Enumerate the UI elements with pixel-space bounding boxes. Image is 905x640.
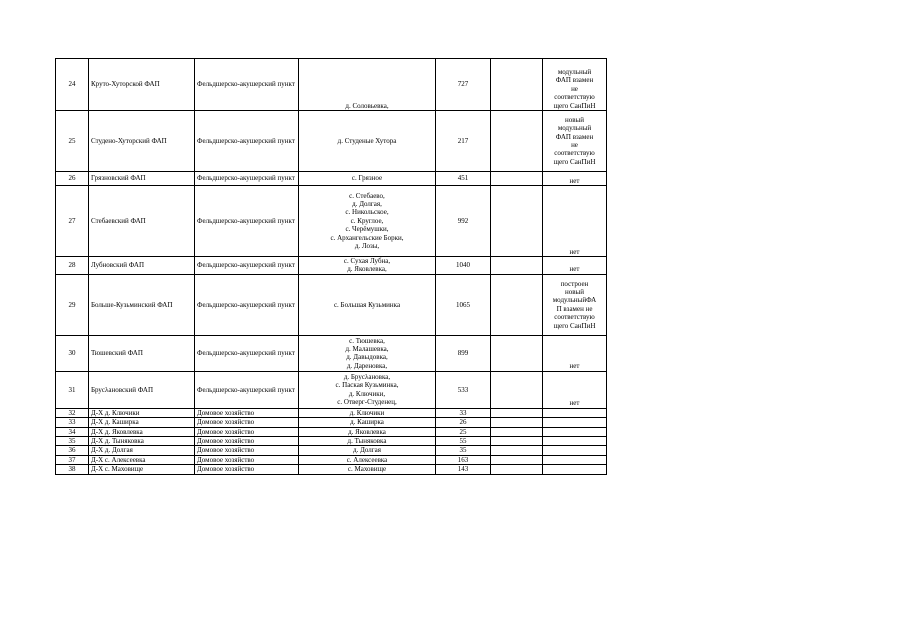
settlements-cell [299, 59, 436, 111]
table-row [56, 465, 607, 474]
extra-cell [491, 427, 543, 436]
extra-cell [491, 465, 543, 474]
note-line: нет [569, 247, 580, 256]
settlement-line: д. Ключики [349, 408, 385, 417]
settlement-line: с. Паская Кузьминка, [335, 381, 399, 390]
extra-cell [491, 437, 543, 446]
note-line: ФАП взамен [555, 76, 594, 85]
row-number-cell: 30 [56, 335, 89, 371]
facility-name-cell: Д-Х д. Яковлевка [89, 427, 195, 436]
note-line: нет [569, 399, 580, 408]
settlements-cell [299, 335, 436, 371]
note-cell [543, 59, 607, 111]
table-body [56, 59, 607, 475]
settlements-cell [299, 427, 436, 436]
settlement-line: с. Никольское, [345, 208, 389, 217]
table-row [56, 371, 607, 408]
facility-name-cell: Д-Х с. Алексеевка [89, 455, 195, 464]
note-line: модульный [557, 67, 592, 76]
row-number-cell: 24 [56, 59, 89, 111]
extra-cell [491, 186, 543, 257]
table-row [56, 274, 607, 335]
facility-name-cell: Круто-Хуторской ФАП [89, 59, 195, 111]
settlement-line: д. Долгая [353, 446, 381, 455]
facility-type-cell: Домовое хозяйство [195, 437, 299, 446]
settlement-line: с. Сухая Лубна, [343, 257, 391, 265]
settlement-line: д. Дареновка, [346, 361, 388, 370]
extra-cell [491, 408, 543, 417]
population-cell: 451 [436, 172, 491, 186]
population-cell: 1065 [436, 274, 491, 335]
row-number-cell: 32 [56, 408, 89, 417]
note-line: модульный [557, 124, 592, 133]
row-number-cell: 35 [56, 437, 89, 446]
facility-name-cell: Тюшевский ФАП [89, 335, 195, 371]
settlements-cell [299, 274, 436, 335]
row-number-cell: 26 [56, 172, 89, 186]
settlement-line: д. Ключики, [348, 389, 386, 398]
note-cell [543, 455, 607, 464]
row-number-cell: 29 [56, 274, 89, 335]
note-cell [543, 446, 607, 455]
settlement-line: с. Стебаево, [349, 191, 385, 200]
facility-name-cell: Д-Х д. Ключики [89, 408, 195, 417]
note-line: не [571, 141, 578, 149]
settlement-line: с. Отверг-Студенец, [337, 398, 397, 407]
row-number-cell: 37 [56, 455, 89, 464]
population-cell: 35 [436, 446, 491, 455]
population-cell: 899 [436, 335, 491, 371]
settlement-line: с. Алексеевка [346, 455, 388, 464]
note-line: построен [560, 279, 589, 288]
settlements-cell [299, 408, 436, 417]
population-cell: 26 [436, 418, 491, 427]
table-row [56, 257, 607, 275]
table-row [56, 186, 607, 257]
settlements-cell [299, 186, 436, 257]
note-line: нет [569, 176, 580, 185]
facility-name-cell: Студено-Хуторский ФАП [89, 111, 195, 172]
population-cell: 33 [436, 408, 491, 417]
settlement-line: с. Грязное [351, 174, 383, 183]
note-cell [543, 427, 607, 436]
population-cell: 533 [436, 371, 491, 408]
population-cell: 217 [436, 111, 491, 172]
table-row [56, 455, 607, 464]
row-number-cell: 33 [56, 418, 89, 427]
settlement-line: д. Давыдовка, [346, 353, 388, 362]
population-cell: 1040 [436, 257, 491, 275]
note-cell [543, 371, 607, 408]
facility-name-cell: Стебаевский ФАП [89, 186, 195, 257]
settlement-line: д. Тыняковка [347, 437, 387, 446]
population-cell: 163 [436, 455, 491, 464]
settlement-line: с. Круглое, [350, 216, 384, 225]
population-cell: 992 [436, 186, 491, 257]
facility-type-cell: Домовое хозяйство [195, 408, 299, 417]
settlement-line: с. Архангельские Борки, [330, 233, 404, 242]
settlements-cell [299, 437, 436, 446]
extra-cell [491, 335, 543, 371]
row-number-cell: 25 [56, 111, 89, 172]
facility-name-cell: Д-Х д. Долгая [89, 446, 195, 455]
table-row [56, 111, 607, 172]
population-cell: 143 [436, 465, 491, 474]
note-line: щего СанПиН [553, 157, 596, 166]
row-number-cell: 28 [56, 257, 89, 275]
note-cell [543, 437, 607, 446]
facility-type-cell: Фельдшерско-акушерский пункт [195, 274, 299, 335]
table-row [56, 59, 607, 111]
table-row [56, 335, 607, 371]
note-line: соответствую [554, 149, 595, 158]
note-cell [543, 274, 607, 335]
note-line: щего СанПиН [553, 101, 596, 110]
facility-type-cell: Фельдшерско-акушерский пункт [195, 186, 299, 257]
extra-cell [491, 418, 543, 427]
settlement-line: д. Студеные Хутора [337, 136, 397, 145]
settlement-line: с. Большая Кузьминка [333, 300, 401, 309]
population-cell: 727 [436, 59, 491, 111]
facility-name-cell: Больше-Кузьминский ФАП [89, 274, 195, 335]
note-line: соответствую [554, 313, 595, 322]
note-cell [543, 257, 607, 275]
settlement-line: д. Соловьевка, [345, 101, 389, 110]
settlement-line: д. Яковлевка, [347, 265, 387, 274]
note-line: ФАП взамен [555, 132, 594, 141]
extra-cell [491, 446, 543, 455]
note-line: соответствую [554, 93, 595, 102]
facility-type-cell: Фельдшерско-акушерский пункт [195, 257, 299, 275]
note-cell [543, 335, 607, 371]
facility-type-cell: Домовое хозяйство [195, 427, 299, 436]
row-number-cell: 36 [56, 446, 89, 455]
facility-type-cell: Фельдшерско-акушерский пункт [195, 59, 299, 111]
settlement-line: д. Яковлевка [348, 427, 386, 436]
note-line: не [571, 84, 578, 93]
table-row [56, 437, 607, 446]
facility-type-cell: Фельдшерско-акушерский пункт [195, 371, 299, 408]
extra-cell [491, 371, 543, 408]
facility-type-cell: Фельдшерско-акушерский пункт [195, 172, 299, 186]
facility-type-cell: Фельдшерско-акушерский пункт [195, 335, 299, 371]
note-cell [543, 408, 607, 417]
table-row [56, 427, 607, 436]
facility-name-cell: Грязновский ФАП [89, 172, 195, 186]
settlements-cell [299, 465, 436, 474]
facility-name-cell: Д-Х с. Маховище [89, 465, 195, 474]
note-line: нет [569, 265, 580, 274]
population-cell: 55 [436, 437, 491, 446]
facility-name-cell: Д-Х д. Тыняковка [89, 437, 195, 446]
settlement-line: д. Малашевка, [345, 344, 389, 353]
population-cell: 25 [436, 427, 491, 436]
extra-cell [491, 455, 543, 464]
facility-type-cell: Фельдшерско-акушерский пункт [195, 111, 299, 172]
settlements-cell [299, 455, 436, 464]
settlements-cell [299, 446, 436, 455]
row-number-cell: 27 [56, 186, 89, 257]
table-row [56, 172, 607, 186]
extra-cell [491, 59, 543, 111]
extra-cell [491, 172, 543, 186]
facility-type-cell: Домовое хозяйство [195, 446, 299, 455]
settlement-line: д. Брусλановка, [343, 373, 391, 381]
note-cell [543, 172, 607, 186]
row-number-cell: 34 [56, 427, 89, 436]
facility-name-cell: Лубновский ФАП [89, 257, 195, 275]
note-line: П взамен не [556, 304, 593, 313]
settlements-cell [299, 418, 436, 427]
note-line: модульныйФА [552, 296, 597, 305]
note-cell [543, 418, 607, 427]
settlements-cell [299, 371, 436, 408]
extra-cell [491, 257, 543, 275]
note-line: новый [564, 115, 584, 124]
note-line: щего СанПиН [553, 321, 596, 330]
settlement-line: с. Тюшевка, [349, 336, 385, 345]
settlement-line: с. Маховище [347, 465, 387, 474]
row-number-cell: 31 [56, 371, 89, 408]
table-row [56, 408, 607, 417]
table-row [56, 418, 607, 427]
table-row [56, 446, 607, 455]
facility-type-cell: Домовое хозяйство [195, 465, 299, 474]
note-line: новый [564, 288, 584, 296]
facility-name-cell: Д-Х д. Каширка [89, 418, 195, 427]
settlement-line: д. Лозы, [354, 242, 380, 251]
facility-type-cell: Домовое хозяйство [195, 418, 299, 427]
note-cell [543, 465, 607, 474]
settlements-cell [299, 172, 436, 186]
facility-name-cell: Брусλановский ФАП [89, 371, 195, 408]
settlement-line: д. Долгая, [352, 199, 382, 208]
settlements-cell [299, 111, 436, 172]
note-cell [543, 186, 607, 257]
note-cell [543, 111, 607, 172]
facilities-table [55, 58, 607, 475]
extra-cell [491, 111, 543, 172]
settlement-line: с. Черёмушки, [345, 225, 389, 234]
note-line: нет [569, 362, 580, 371]
settlements-cell [299, 257, 436, 275]
row-number-cell: 38 [56, 465, 89, 474]
settlement-line: д. Каширка [350, 418, 384, 427]
extra-cell [491, 274, 543, 335]
facility-type-cell: Домовое хозяйство [195, 455, 299, 464]
